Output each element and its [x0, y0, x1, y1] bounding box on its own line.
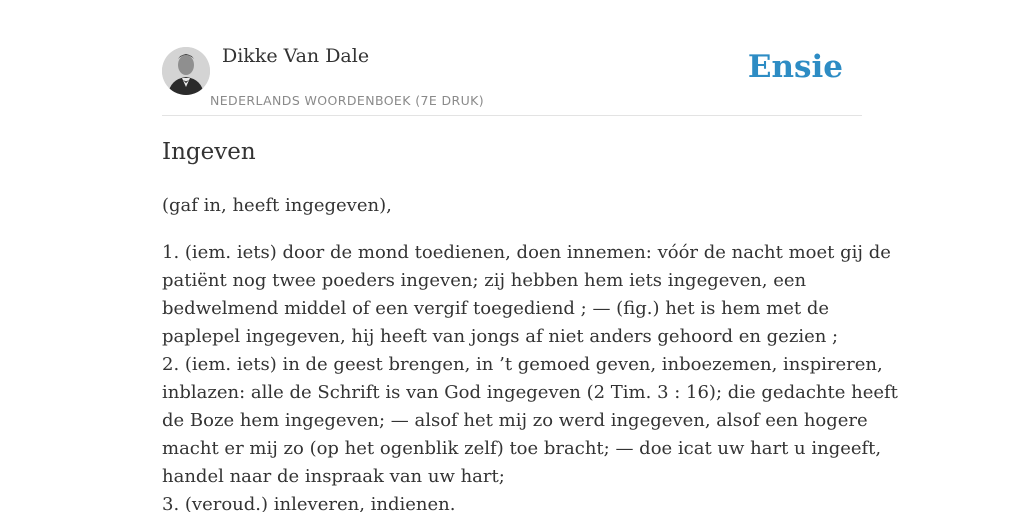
- source-name[interactable]: Dikke Van Dale: [222, 45, 370, 67]
- entry-definitions: [162, 239, 898, 512]
- brand-logo[interactable]: Ensie: [747, 49, 843, 85]
- definition-line: bedwelmend middel of een vergif toegediend ; — (fig.) het is hem met de: [162, 298, 829, 319]
- definition-line: inblazen: alle de Schrift is van God ingegeven (2 Tim. 3 : 16); die gedachte heeft: [162, 382, 898, 403]
- definition-line: de Boze hem ingegeven; — alsof het mij zo werd ingegeven, alsof een hogere: [162, 410, 868, 431]
- definition-line: macht er mij zo (op het ogenblik zelf) toe bracht; — doe icat uw hart u ingeeft,: [162, 438, 882, 459]
- entry-grammar: (gaf in, heeft ingegeven),: [162, 195, 392, 216]
- definition-line: paplepel ingegeven, hij heeft van jongs af niet anders gehoord en gezien ;: [162, 326, 839, 347]
- source-subtitle: NEDERLANDS WOORDENBOEK (7E DRUK): [210, 93, 485, 108]
- definition-line: handel naar de inspraak van uw hart;: [162, 466, 505, 487]
- portrait-image: [162, 47, 210, 95]
- header: [162, 0, 862, 116]
- definition-line: 3. (veroud.) inleveren, indienen.: [162, 494, 456, 512]
- definition-line: 1. (iem. iets) door de mond toedienen, doen innemen: vóór de nacht moet gij de: [162, 242, 891, 263]
- entry-title: Ingeven: [162, 139, 256, 165]
- content-container: [162, 0, 898, 512]
- definition-line: 2. (iem. iets) in de geest brengen, in ’t gemoed geven, inboezemen, inspireren,: [162, 354, 883, 375]
- definition-line: patiënt nog twee poeders ingeven; zij hebben hem iets ingegeven, een: [162, 270, 807, 291]
- author-avatar[interactable]: [162, 47, 210, 95]
